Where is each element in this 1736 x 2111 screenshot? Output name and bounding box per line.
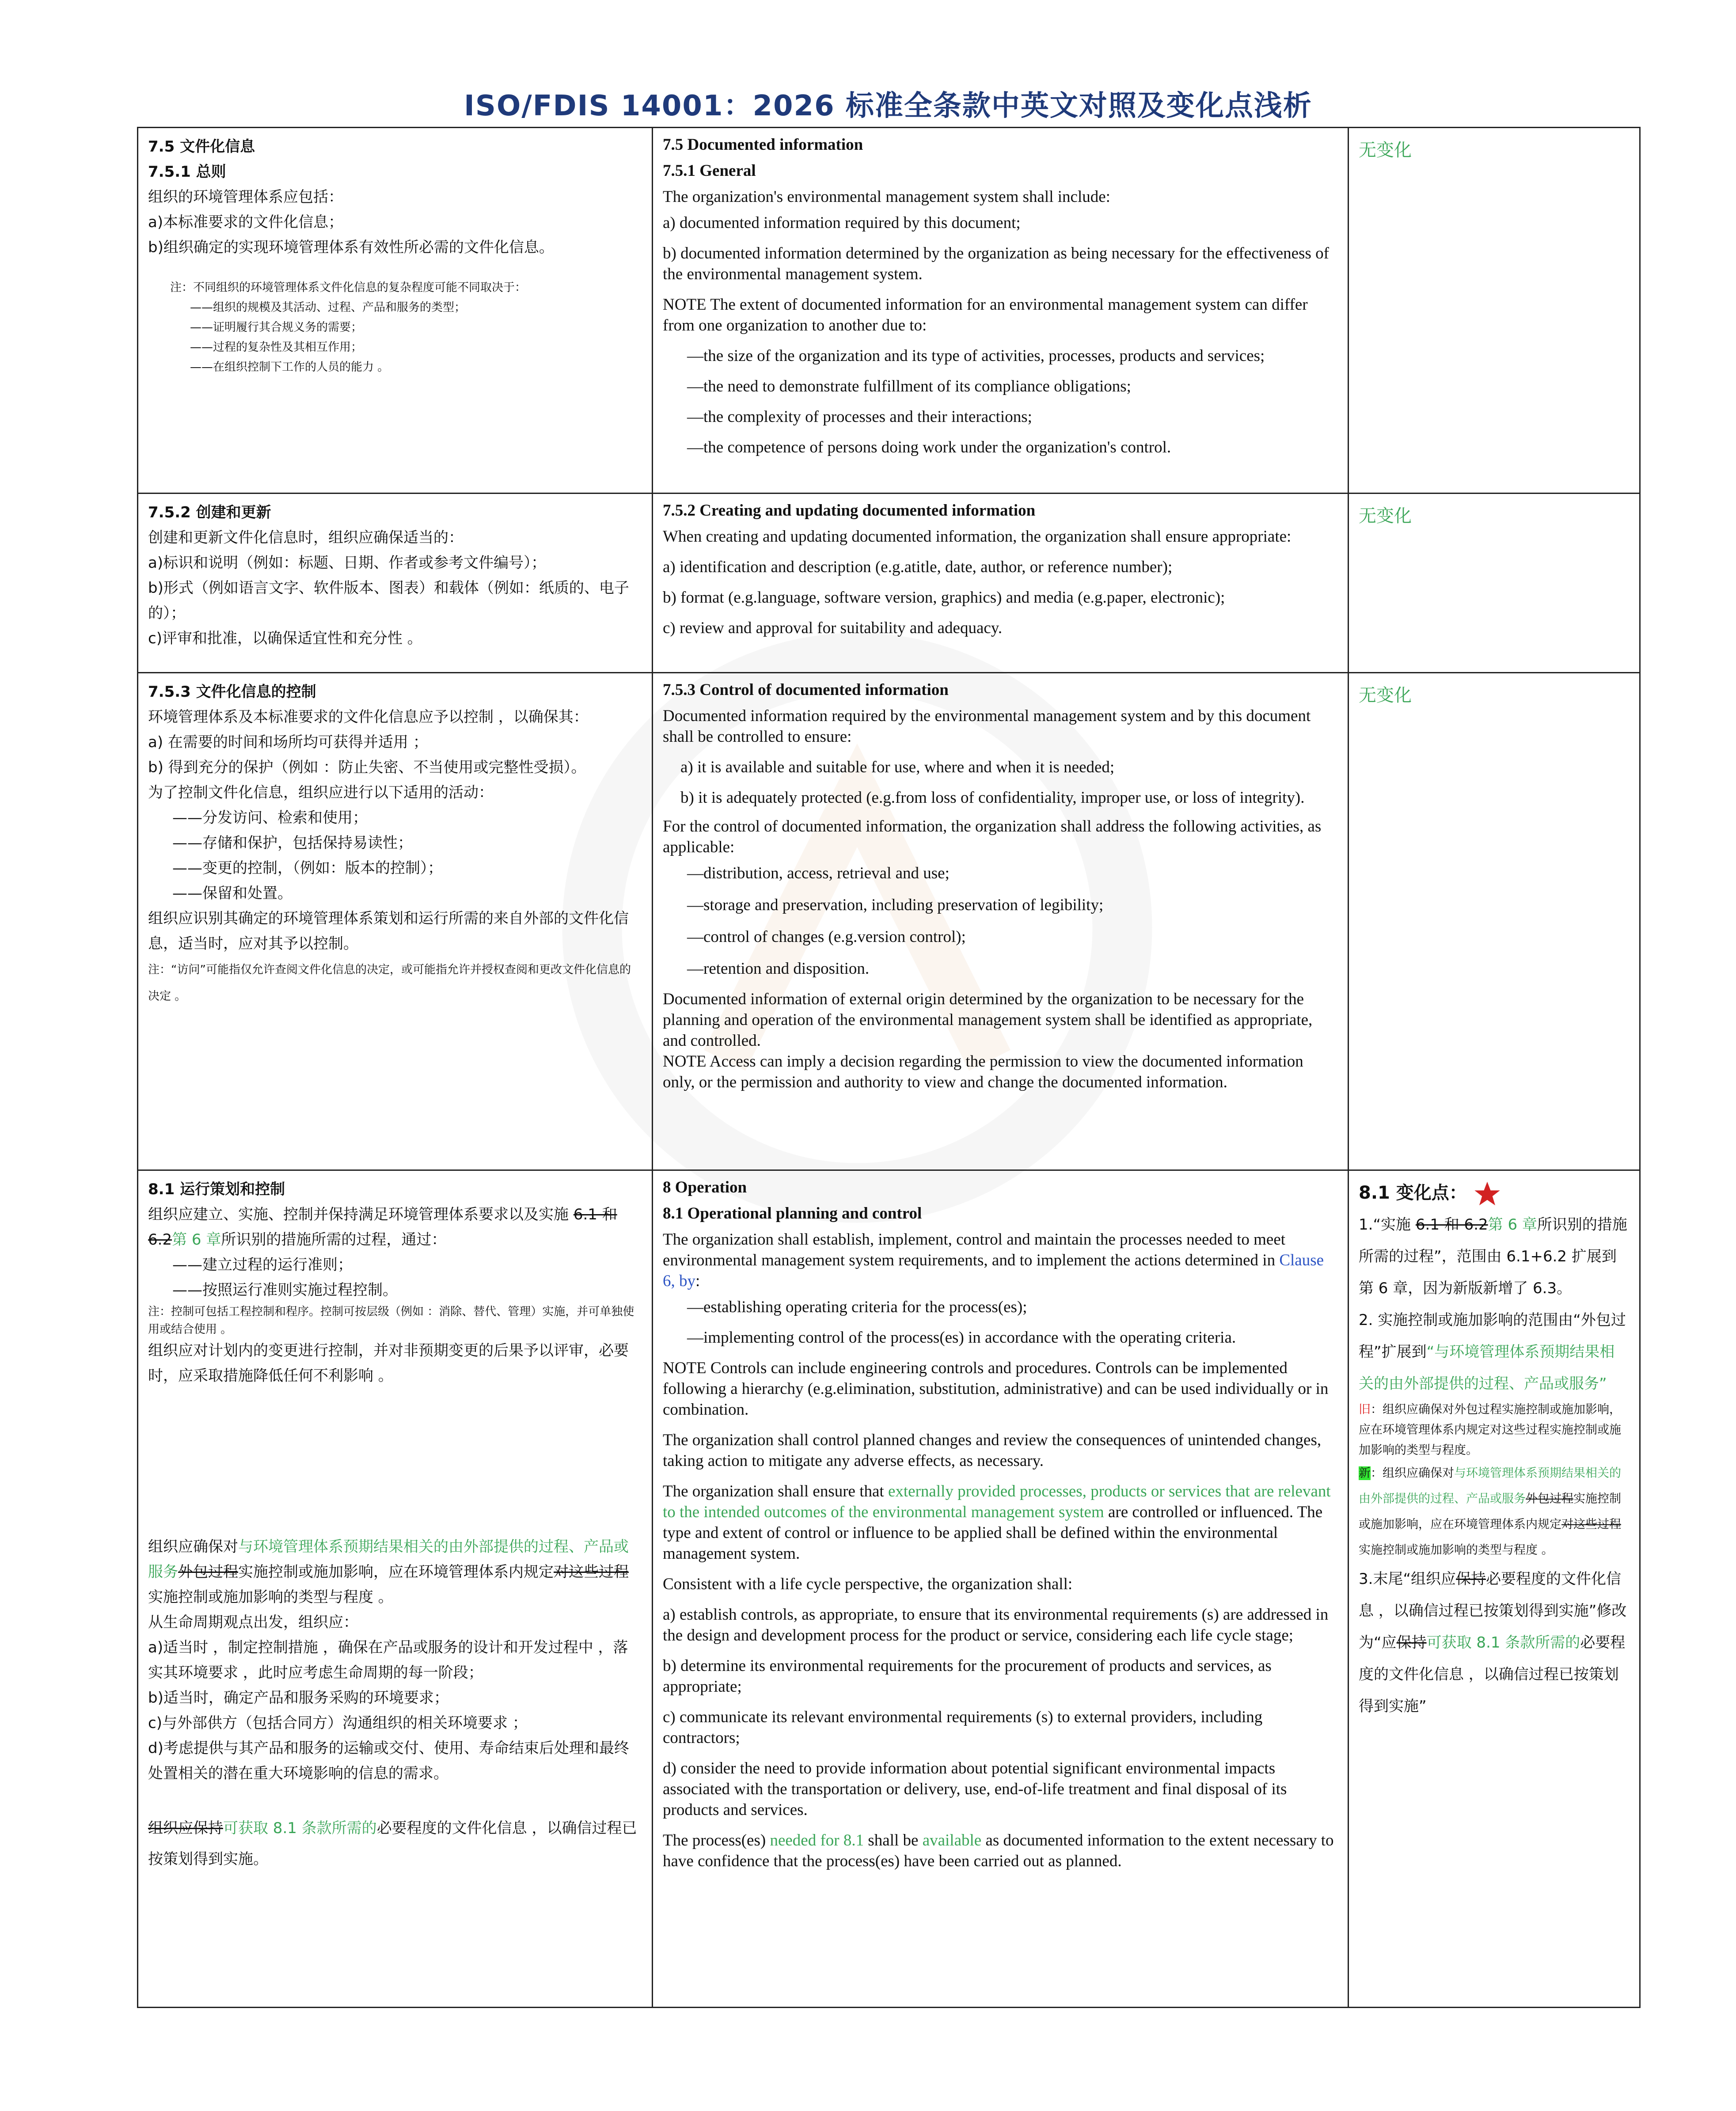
en-note-item: —the complexity of processes and their interactions; — [687, 408, 1032, 426]
added-text: 可获取 8.1 条款所需的 — [223, 1819, 377, 1837]
zh-para: 组织应确保对与环境管理体系预期结果相关的由外部提供的过程、产品或服务外包过程实施控制或施加影响，应在环境管理体系内规定对这些过程实施控制或施加影响的类型与程度 。 — [148, 1538, 629, 1606]
added-text: 第 6 章 — [172, 1231, 221, 1249]
zh-para: 组织应保持可获取 8.1 条款所需的必要程度的文件化信息 ，以确信过程已按策划得到实施。 — [148, 1819, 637, 1868]
zh-para: 环境管理体系及本标准要求的文件化信息应予以控制 ，以确保其： — [148, 708, 589, 726]
cell-en-8-1 — [653, 1170, 1349, 2008]
en-list-item: —implementing control of the process(es) in accordance with the operating criteria. — [687, 1329, 1236, 1347]
zh-note: 注：“访问”可能指仅允许查阅文件化信息的决定，或可能指允许并授权查阅和更改文件化信息的决定 。 — [148, 963, 631, 1003]
change-item-3: 3.末尾“组织应保持必要程度的文件化信息 ，以确信过程已按策划得到实施”修改为“应保持可获取 8.1 条款所需的必要程度的文件化信息 ，以确信过程已按策划得到实施” — [1359, 1570, 1627, 1715]
clause-reference: Clause 6, by — [663, 1251, 1324, 1290]
en-para: Documented information of external origin determined by the organization to be necessary for the planning and operation of the environmental management system shall be identified as appropriate, and controlled. — [663, 990, 1313, 1050]
added-text: 第 6 章 — [1488, 1216, 1537, 1234]
star-icon — [1473, 1181, 1501, 1207]
en-note-item: —the need to demonstrate fulfillment of its compliance obligations; — [687, 377, 1131, 395]
deleted-text: 对这些过程 — [554, 1563, 629, 1581]
en-item-a: a) establish controls, as appropriate, to ensure that its environmental requirements (s) are addressed in the design and development process for the product or service, considering each life cycle stage; — [663, 1606, 1329, 1644]
cell-zh-7-5-3 — [138, 673, 653, 1170]
zh-line: a)标识和说明（例如：标题、日期、作者或参考文件编号）； — [148, 554, 547, 572]
zh-line: 组织的环境管理体系应包括： — [148, 188, 343, 206]
en-note: NOTE Controls can include engineering controls and procedures. Controls can be implemented following a hierarchy (e.g.elimination, substitution, administrative) and can be used individually or in combination. — [663, 1359, 1329, 1419]
zh-list-item: ——变更的控制，（例如：版本的控制）； — [172, 859, 443, 877]
zh-para: 组织应对计划内的变更进行控制，并对非预期变更的后果予以评审，必要时，应采取措施降低任何不利影响 。 — [148, 1342, 629, 1385]
change-old-text: 旧：组织应确保对外包过程实施控制或施加影响，应在环境管理体系内规定对这些过程实施控制或施加影响的类型与程度。 — [1359, 1403, 1621, 1457]
zh-para: 组织应建立、实施、控制并保持满足环境管理体系要求以及实施 6.1 和 6.2第 6 章所识别的措施所需的过程，通过： — [148, 1206, 617, 1249]
cell-change-7-5-2 — [1349, 494, 1640, 673]
en-para: The organization shall establish, implement, control and maintain the processes needed to meet environmental management system requirements, and to implement the actions determined in Clause 6, by: — [663, 1230, 1324, 1290]
en-item-a: a) it is available and suitable for use, where and when it is needed; — [680, 758, 1115, 776]
change-title — [1359, 1177, 1630, 1209]
comparison-table — [137, 127, 1641, 2008]
no-change-label: 无变化 — [1359, 506, 1412, 526]
en-list-item: —establishing operating criteria for the process(es); — [687, 1298, 1027, 1316]
en-heading-7-5-3: 7.5.3 Control of documented information — [663, 681, 949, 699]
en-item-b: b) determine its environmental requirements for the procurement of products and services, as appropriate; — [663, 1657, 1272, 1696]
en-note-item: —the size of the organization and its type of activities, processes, products and services; — [687, 347, 1265, 365]
en-para: The organization shall control planned changes and review the consequences of unintended changes, taking action to mitigate any adverse effects, as necessary. — [663, 1431, 1322, 1470]
cell-zh-7-5-1 — [138, 128, 653, 494]
cell-change-8-1 — [1349, 1170, 1640, 2008]
no-change-label: 无变化 — [1359, 685, 1412, 706]
zh-line: 创建和更新文件化信息时，组织应确保适当的： — [148, 529, 463, 547]
zh-list-item: ——保留和处置。 — [172, 885, 292, 902]
zh-heading-7-5-3: 7.5.3 文件化信息的控制 — [148, 683, 316, 701]
zh-para: 从生命周期观点出发，组织应： — [148, 1614, 358, 1631]
zh-list-item: ——按照运行准则实施过程控制。 — [172, 1281, 398, 1299]
change-title-text: 8.1 变化点： — [1359, 1183, 1467, 1203]
zh-line: b)组织确定的实现环境管理体系有效性所必需的文件化信息。 — [148, 239, 554, 256]
en-note-item: —the competence of persons doing work under the organization's control. — [687, 438, 1171, 456]
en-para: The organization shall ensure that externally provided processes, products or services that are relevant to the intended outcomes of the environmental management system are controlled or influenced. The type and extent of control or influence to be applied shall be defined within the environmental management system. — [663, 1482, 1331, 1563]
cell-zh-7-5-2 — [138, 494, 653, 673]
zh-item-b: b) 得到充分的保护（例如 ：防止失密、不当使用或完整性受损）。 — [148, 759, 586, 776]
zh-lc-item: d)考虑提供与其产品和服务的运输或交付、使用、寿命结束后处理和最终处置相关的潜在重大环境影响的信息的需求。 — [148, 1739, 629, 1782]
added-text: available — [922, 1831, 982, 1849]
added-text: 与环境管理体系预期结果相关的由外部提供的过程、产品或服务 — [1359, 1466, 1621, 1506]
added-text: “与环境管理体系预期结果相关的由外部提供的过程、产品或服务” — [1359, 1343, 1615, 1393]
zh-note-head: 注：不同组织的环境管理体系文件化信息的复杂程度可能不同取决于： — [170, 281, 527, 294]
deleted-text: 组织应保持 — [148, 1819, 223, 1837]
en-para: The organization's environmental management system shall include: — [663, 188, 1110, 206]
table-row-7-5-3 — [138, 673, 1640, 1170]
en-item-d: d) consider the need to provide information about potential significant environmental impacts associated with the transportation or delivery, use, end-of-life treatment and final disposal of its products and services. — [663, 1759, 1287, 1819]
added-text: needed for 8.1 — [770, 1831, 864, 1849]
cell-change-7-5-1 — [1349, 128, 1640, 494]
table-row-8-1 — [138, 1170, 1640, 2008]
zh-item-a: a) 在需要的时间和场所均可获得并适用 ； — [148, 733, 428, 751]
en-heading-7-5-2: 7.5.2 Creating and updating documented information — [663, 501, 1036, 520]
table-row-7-5-2 — [138, 494, 1640, 673]
zh-lc-item: a)适当时 ，制定控制措施 ，确保在产品或服务的设计和开发过程中 ，落实其环境要求 ，此时应考虑生命周期的每一阶段； — [148, 1639, 628, 1682]
deleted-text: 外包过程 — [178, 1563, 238, 1581]
zh-heading-8-1: 8.1 运行策划和控制 — [148, 1181, 285, 1198]
zh-note-item: ——过程的复杂性及其相互作用； — [190, 341, 363, 354]
change-item-1: 1.“实施 6.1 和 6.2第 6 章所识别的措施所需的过程”，范围由 6.1+6.2 扩展到第 6 章，因为新版新增了 6.3。 — [1359, 1216, 1627, 1297]
zh-note-item: ——证明履行其合规义务的需要； — [190, 321, 363, 334]
zh-list-item: ——存储和保护，包括保持易读性； — [172, 834, 413, 852]
zh-para: 组织应识别其确定的环境管理体系策划和运行所需的来自外部的文件化信息，适当时，应对其予以控制。 — [148, 910, 629, 953]
en-heading-7-5-1: 7.5.1 General — [663, 162, 756, 180]
zh-line: b)形式（例如语言文字、软件版本、图表）和载体（例如：纸质的、电子的）； — [148, 579, 629, 622]
en-list-item: —retention and disposition. — [687, 960, 870, 978]
change-new-text: 新：组织应确保对与环境管理体系预期结果相关的由外部提供的过程、产品或服务外包过程实施控制或施加影响，应在环境管理体系内规定对这些过程实施控制或施加影响的类型与程度 。 — [1359, 1466, 1621, 1557]
no-change-label: 无变化 — [1359, 140, 1412, 160]
en-item-b: b) it is adequately protected (e.g.from loss of confidentiality, improper use, or loss of integrity). — [680, 789, 1305, 807]
cell-zh-8-1 — [138, 1170, 653, 2008]
en-item-a: a) identification and description (e.g.atitle, date, author, or reference number); — [663, 558, 1173, 576]
deleted-text: 保持 — [1396, 1634, 1427, 1652]
en-heading-8-1: 8.1 Operational planning and control — [663, 1204, 922, 1223]
zh-heading-7-5-2: 7.5.2 创建和更新 — [148, 504, 271, 521]
en-item-b: b) format (e.g.language, software version, graphics) and media (e.g.paper, electronic); — [663, 588, 1225, 607]
change-item-2: 2. 实施控制或施加影响的范围由“外包过程”扩展到“与环境管理体系预期结果相关的由外部提供的过程、产品或服务” — [1359, 1311, 1626, 1393]
en-item-b: b) documented information determined by the organization as being necessary for the effectiveness of the environmental management system. — [663, 244, 1329, 283]
en-item-a: a) documented information required by this document; — [663, 214, 1021, 232]
en-para: Documented information required by the environmental management system and by this document shall be controlled to ensure: — [663, 707, 1311, 746]
zh-line: a)本标准要求的文件化信息； — [148, 213, 344, 231]
en-para: Consistent with a life cycle perspective, the organization shall: — [663, 1575, 1073, 1593]
zh-note: 注：控制可包括工程控制和程序。控制可按层级（例如 ：消除、替代、管理）实施，并可单独使用或结合使用 。 — [148, 1305, 634, 1336]
zh-para: 为了控制文件化信息，组织应进行以下适用的活动： — [148, 784, 494, 801]
en-para: For the control of documented information, the organization shall address the following activities, as applicable: — [663, 817, 1322, 856]
zh-line: c)评审和批准，以确保适宜性和充分性 。 — [148, 630, 422, 647]
zh-note-item: ——在组织控制下工作的人员的能力 。 — [190, 361, 389, 374]
en-note: NOTE The extent of documented information for an environmental management system can differ from one organization to another due to: — [663, 296, 1308, 334]
zh-note-item: ——组织的规模及其活动、过程、产品和服务的类型； — [190, 301, 466, 314]
en-para: When creating and updating documented information, the organization shall ensure appropriate: — [663, 528, 1292, 546]
cell-en-7-5-3 — [653, 673, 1349, 1170]
deleted-text: 6.1 和 6.2 — [1415, 1216, 1488, 1234]
added-text: 可获取 8.1 条款所需的 — [1426, 1634, 1580, 1652]
deleted-text: 保持 — [1456, 1570, 1486, 1588]
deleted-text: 对这些过程 — [1561, 1518, 1621, 1531]
en-list-item: —distribution, access, retrieval and use; — [687, 864, 950, 882]
page-title: ISO/FDIS 14001：2026 标准全条款中英文对照及变化点浅析 — [464, 90, 1312, 122]
en-item-c: c) review and approval for suitability and adequacy. — [663, 619, 1003, 637]
cell-en-7-5-1 — [653, 128, 1349, 494]
added-text: externally provided processes, products or services that are relevant to the intended outcomes of the environmental management system — [663, 1482, 1331, 1521]
en-list-item: —storage and preservation, including preservation of legibility; — [687, 896, 1104, 914]
zh-list-item: ——分发访问、检索和使用； — [172, 809, 368, 827]
zh-lc-item: b)适当时，确定产品和服务采购的环境要求； — [148, 1689, 449, 1707]
zh-lc-item: c)与外部供方（包括合同方）沟通组织的相关环境要求 ； — [148, 1714, 528, 1732]
deleted-text: 6.1 和 6.2 — [148, 1206, 617, 1249]
en-para: The process(es) needed for 8.1 shall be available as documented information to the extent necessary to have confidence that the process(es) have been carried out as planned. — [663, 1831, 1334, 1870]
old-tag: 旧 — [1359, 1403, 1371, 1416]
table-row-7-5-1 — [138, 128, 1640, 494]
en-item-c: c) communicate its relevant environmental requirements (s) to external providers, including contractors; — [663, 1708, 1263, 1747]
added-text: 与环境管理体系预期结果相关的由外部提供的过程、产品或服务 — [148, 1538, 629, 1581]
zh-heading-7-5: 7.5 文件化信息 — [148, 138, 255, 156]
en-heading-8: 8 Operation — [663, 1178, 747, 1196]
en-list-item: —control of changes (e.g.version control); — [687, 928, 966, 946]
zh-heading-7-5-1: 7.5.1 总则 — [148, 163, 226, 181]
cell-en-7-5-2 — [653, 494, 1349, 673]
en-note: NOTE Access can imply a decision regarding the permission to view the documented information only, or the permission and authority to view and change the documented information. — [663, 1052, 1303, 1091]
cell-change-7-5-3 — [1349, 673, 1640, 1170]
deleted-text: 外包过程 — [1526, 1492, 1573, 1506]
new-tag: 新 — [1359, 1466, 1371, 1480]
zh-list-item: ——建立过程的运行准则； — [172, 1256, 353, 1274]
en-heading-7-5: 7.5 Documented information — [663, 136, 863, 154]
